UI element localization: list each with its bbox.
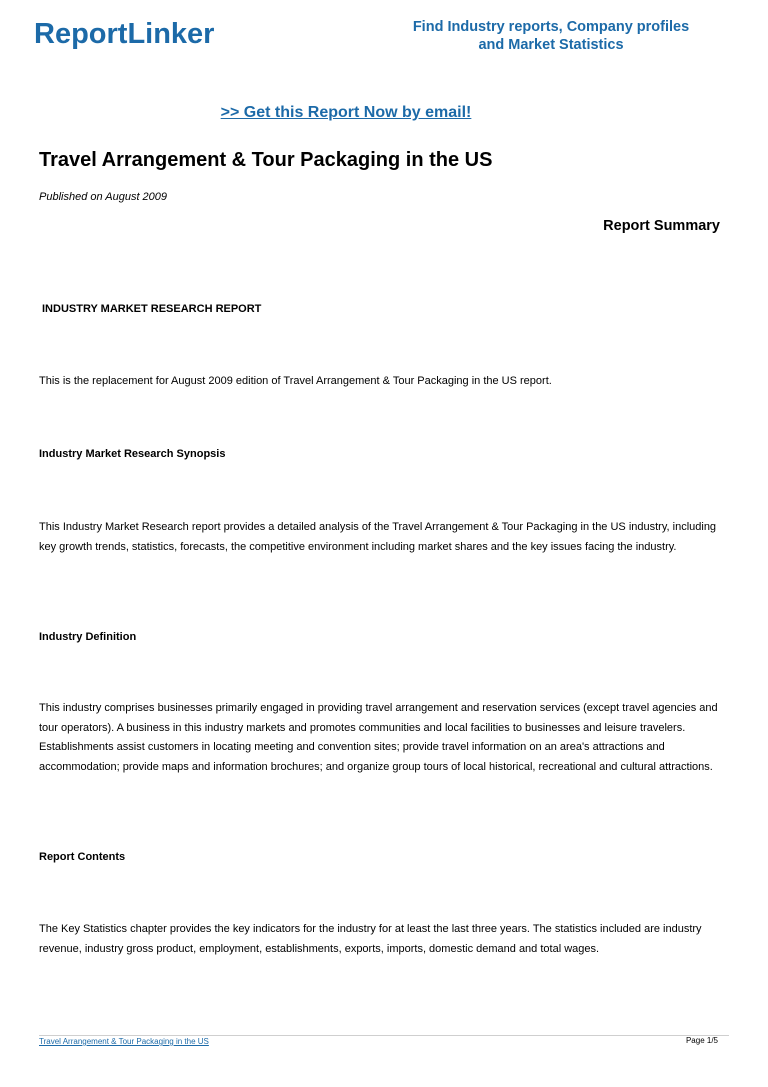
synopsis-heading: Industry Market Research Synopsis xyxy=(39,448,226,460)
report-type-heading: INDUSTRY MARKET RESEARCH REPORT xyxy=(42,303,262,315)
get-report-link[interactable]: >> Get this Report Now by email! xyxy=(220,104,472,121)
footer-divider xyxy=(39,1035,729,1036)
replacement-note: This is the replacement for August 2009 edition of Travel Arrangement & Tour Packaging in the US report. xyxy=(39,375,552,387)
footer-report-link[interactable]: Travel Arrangement & Tour Packaging in the US xyxy=(39,1037,209,1046)
contents-heading: Report Contents xyxy=(39,851,126,863)
report-summary-heading: Report Summary xyxy=(603,218,720,234)
published-date: Published on August 2009 xyxy=(39,191,168,203)
site-tagline xyxy=(390,18,712,54)
contents-text: The Key Statistics chapter provides the key indicators for the industry for at least the last three years. The statistics included are industry revenue, industry gross product, employment, establishments, exports, imports, domestic demand and total wages. xyxy=(39,923,702,955)
page-number: Page 1/5 xyxy=(685,1036,718,1045)
definition-text: This industry comprises businesses primarily engaged in providing travel arrangement and reservation services (except travel agencies and tour operators). A business in this industry markets and promotes communities and local facilities to businesses and leisure travelers. Establishments assist customers in locating meeting and convention sites; provide travel information on an area's attractions and accommodation; provide maps and information brochures; and organize group tours of local historical, recreational and cultural attractions. xyxy=(39,702,718,773)
tagline-line-1: Find Industry reports, Company profiles xyxy=(412,19,690,35)
reportlinker-logo[interactable]: ReportLinker xyxy=(34,18,215,50)
definition-heading: Industry Definition xyxy=(39,631,137,643)
report-title: Travel Arrangement & Tour Packaging in the US xyxy=(39,149,493,171)
synopsis-text: This Industry Market Research report provides a detailed analysis of the Travel Arrangement & Tour Packaging in the US industry, including key growth trends, statistics, forecasts, the competitive environment including market shares and the key issues facing the industry. xyxy=(39,521,717,553)
tagline-line-2: and Market Statistics xyxy=(478,37,624,53)
